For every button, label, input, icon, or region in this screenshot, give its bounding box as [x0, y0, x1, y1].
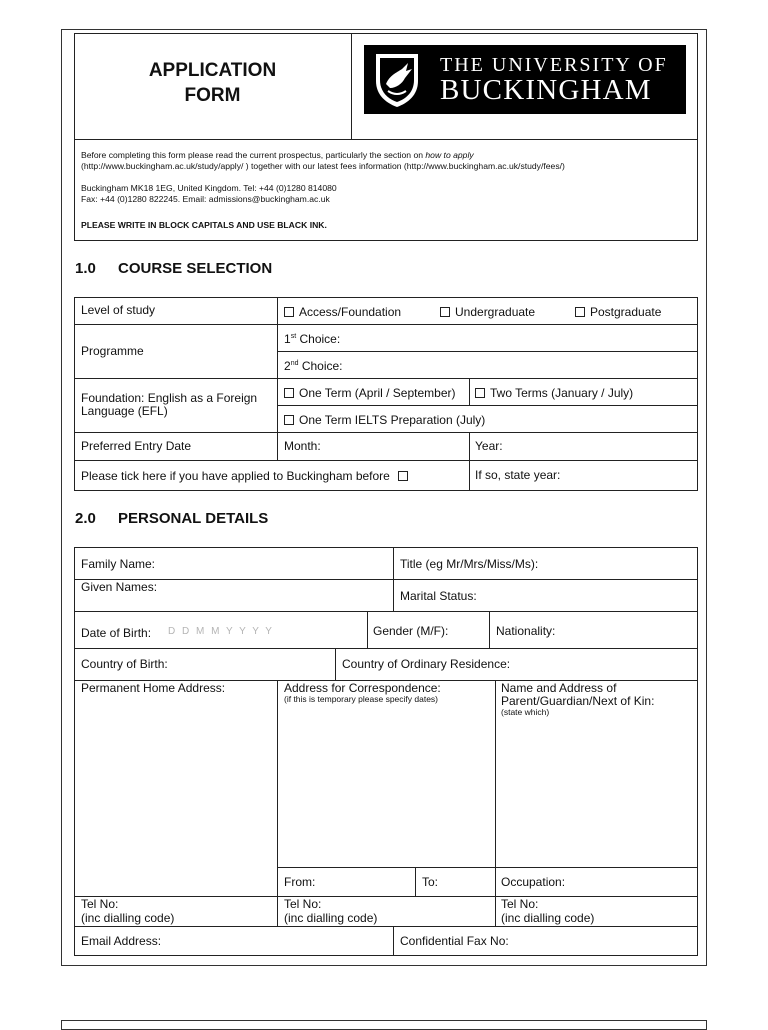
form-title: [74, 58, 351, 108]
instruction-text: PLEASE WRITE IN BLOCK CAPITALS AND USE BLACK INK.: [81, 220, 327, 230]
permanent-address-field[interactable]: Permanent Home Address:: [81, 681, 226, 695]
gender-field[interactable]: Gender (M/F):: [373, 624, 449, 638]
kin-label-line1: Name and Address of: [501, 681, 617, 695]
country-of-birth-field[interactable]: Country of Birth:: [81, 657, 168, 671]
dob-label: Date of Birth:: [81, 626, 152, 640]
section1-heading: 1.0 COURSE SELECTION: [75, 260, 273, 277]
checkbox-icon[interactable]: [398, 471, 408, 481]
checkbox-icon[interactable]: [440, 307, 450, 317]
address-line1: Buckingham MK18 1EG, United Kingdom. Tel: +44 (0)1280 814080: [81, 183, 337, 193]
dob-input[interactable]: D D M M Y Y Y Y: [168, 626, 274, 637]
applied-year-field[interactable]: If so, state year:: [475, 468, 561, 482]
kin-label-line2: Parent/Guardian/Next of Kin:: [501, 694, 655, 708]
next-page-edge: [61, 1020, 707, 1030]
efl-ielts-option[interactable]: One Term IELTS Preparation (July): [284, 413, 485, 427]
correspondence-note: (if this is temporary please specify dates): [284, 694, 439, 704]
checkbox-icon[interactable]: [284, 415, 294, 425]
second-choice-field[interactable]: 2nd Choice:: [284, 359, 343, 373]
personal-details-table: [74, 547, 698, 956]
checkbox-icon[interactable]: [475, 388, 485, 398]
occupation-field[interactable]: Occupation:: [501, 875, 566, 889]
logo-text-line2: BUCKINGHAM: [440, 74, 652, 106]
family-name-field[interactable]: Family Name:: [81, 557, 156, 571]
intro-line2: (http://www.buckingham.ac.uk/study/apply/ ) together with our latest fees information (http://www.buckingham.ac.uk/study/fees/): [81, 161, 565, 171]
permanent-tel-field[interactable]: Tel No: (inc dialling code): [81, 897, 175, 925]
level-option-undergraduate[interactable]: Undergraduate: [440, 305, 535, 319]
applied-before-field[interactable]: Please tick here if you have applied to Buckingham before: [81, 469, 408, 483]
programme-label: Programme: [81, 344, 144, 358]
level-option-access[interactable]: Access/Foundation: [284, 305, 401, 319]
university-crest-icon: [372, 51, 422, 108]
first-choice-field[interactable]: 1st Choice:: [284, 332, 341, 346]
efl-label-line2: Language (EFL): [81, 404, 168, 418]
correspondence-address-field[interactable]: Address for Correspondence:: [284, 681, 441, 695]
efl-one-term-option[interactable]: One Term (April / September): [284, 386, 456, 400]
intro-line1: Before completing this form please read the current prospectus, particularly the section on how to apply: [81, 150, 474, 160]
kin-note: (state which): [501, 707, 550, 717]
marital-status-field[interactable]: Marital Status:: [400, 589, 477, 603]
entry-date-label: Preferred Entry Date: [81, 439, 192, 453]
from-date-field[interactable]: From:: [284, 875, 316, 889]
section2-heading: 2.0 PERSONAL DETAILS: [75, 510, 269, 527]
address-line2: Fax: +44 (0)1280 822245. Email: admissions@buckingham.ac.uk: [81, 194, 330, 204]
header-rule: [74, 139, 698, 140]
to-date-field[interactable]: To:: [422, 875, 439, 889]
logo-text-line1: THE UNIVERSITY OF: [440, 54, 668, 76]
efl-label-line1: Foundation: English as a Foreign: [81, 391, 258, 405]
checkbox-icon[interactable]: [575, 307, 585, 317]
form-title-line1: APPLICATION: [148, 60, 277, 81]
form-title-line2: FORM: [184, 85, 241, 106]
country-of-residence-field[interactable]: Country of Ordinary Residence:: [342, 657, 511, 671]
fax-field[interactable]: Confidential Fax No:: [400, 934, 509, 948]
correspondence-tel-field[interactable]: Tel No: (inc dialling code): [284, 897, 378, 925]
level-label: Level of study: [81, 303, 156, 317]
nationality-field[interactable]: Nationality:: [496, 624, 556, 638]
given-names-field[interactable]: Given Names:: [81, 580, 158, 594]
entry-month-field[interactable]: Month:: [284, 439, 321, 453]
kin-tel-field[interactable]: Tel No: (inc dialling code): [501, 897, 595, 925]
email-field[interactable]: Email Address:: [81, 934, 162, 948]
efl-two-terms-option[interactable]: Two Terms (January / July): [475, 386, 633, 400]
checkbox-icon[interactable]: [284, 388, 294, 398]
checkbox-icon[interactable]: [284, 307, 294, 317]
entry-year-field[interactable]: Year:: [475, 439, 503, 453]
level-option-postgraduate[interactable]: Postgraduate: [575, 305, 661, 319]
title-field[interactable]: Title (eg Mr/Mrs/Miss/Ms):: [400, 557, 539, 571]
header-divider: [351, 33, 352, 140]
